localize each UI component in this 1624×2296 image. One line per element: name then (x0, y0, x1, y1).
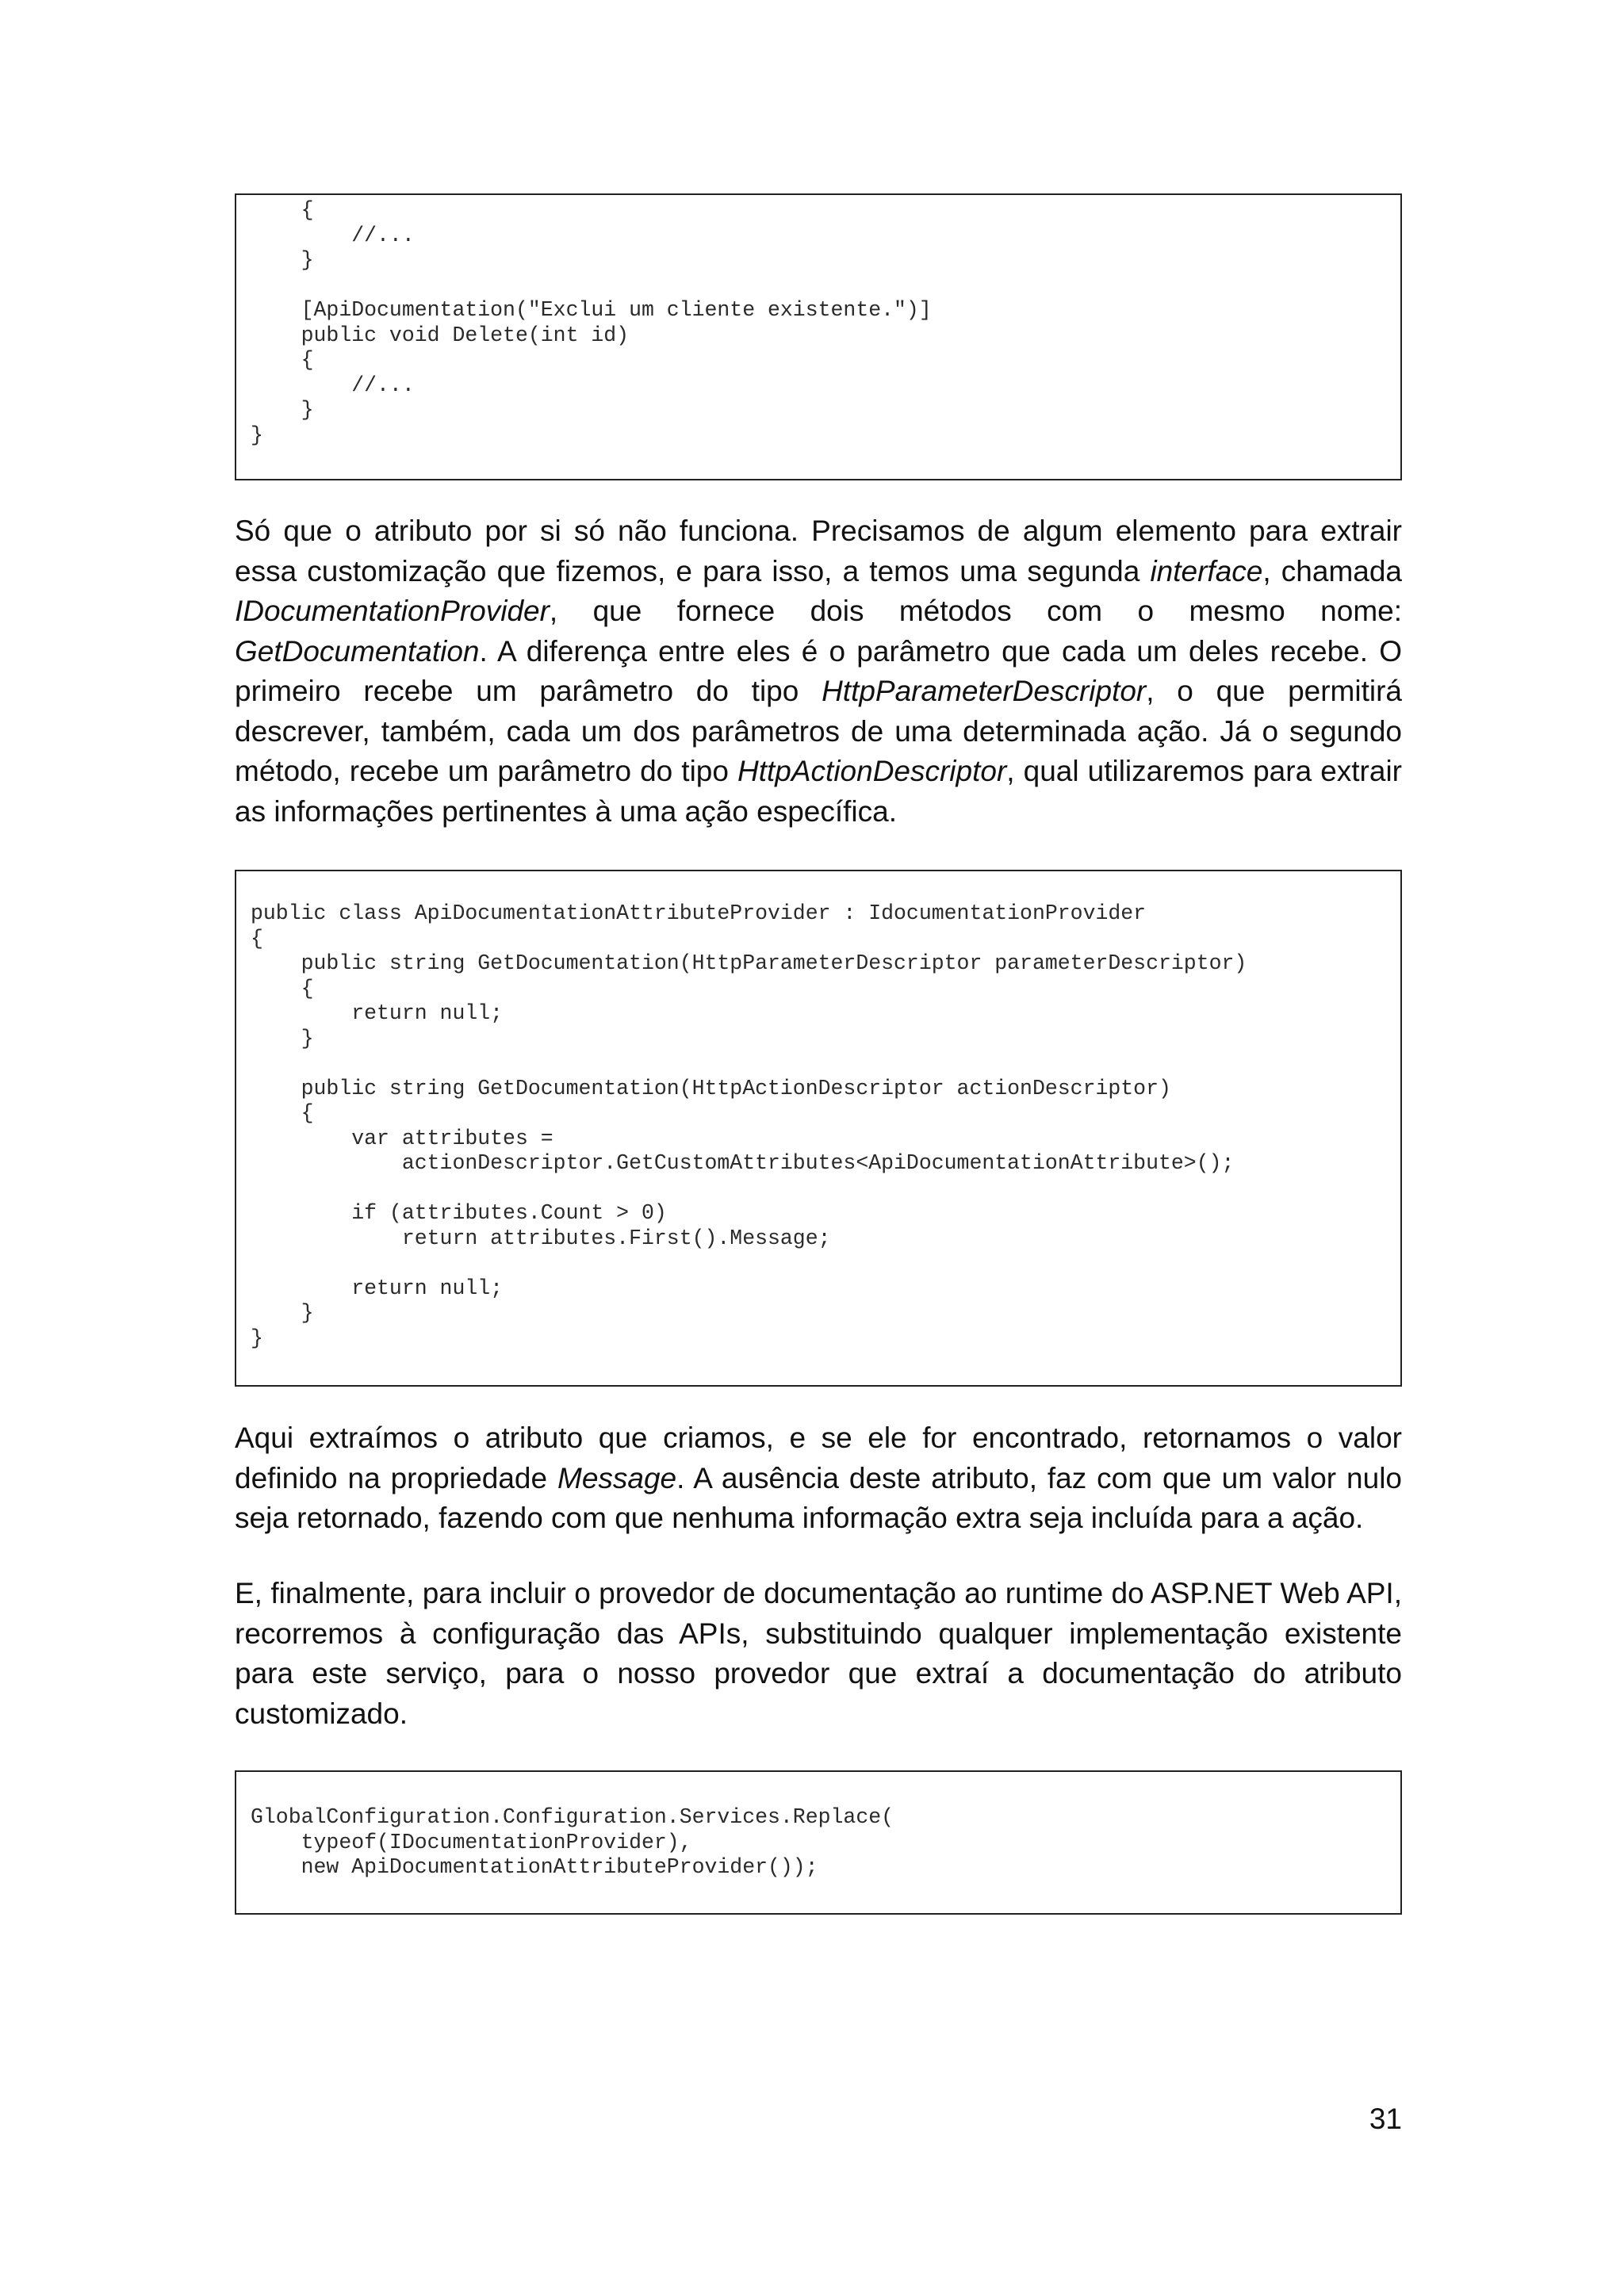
code-block-attribute-provider (235, 870, 1402, 1387)
paragraph-text: E, finalmente, para incluir o provedor de documentação ao runtime do ASP.NET Web API, recorremos à configuração das APIs, substituindo qualquer implementação existente para este serviço, para o nosso provedor que extraí a documentação do atributo customizado. (235, 1577, 1402, 1730)
paragraph-text: , que fornece dois métodos com o mesmo nome: (549, 595, 1402, 627)
paragraph-attribute-extraction (235, 1418, 1402, 1539)
italic-term-httpactiondescriptor: HttpActionDescriptor (737, 755, 1007, 787)
code-text: { //... } [ApiDocumentation("Exclui um cliente existente.")] public void Delete(int id) { //... } } (251, 198, 932, 447)
paragraph-text: . A ausência deste atributo, faz com que um valor nulo seja retornado, fazendo com que nenhuma informação extra seja incluída para a ação. (235, 1461, 1402, 1534)
code-text: GlobalConfiguration.Configuration.Services.Replace( typeof(IDocumentationProvider), new ApiDocumentationAttributeProvider()); (251, 1805, 894, 1879)
paragraph-text: , chamada (1262, 554, 1402, 587)
code-block-delete-method (235, 193, 1402, 480)
paragraph-text: Aqui extraímos o atributo que criamos, e se ele for encontrado, retornamos o valor definido na propriedade (235, 1422, 1402, 1494)
italic-term-getdocumentation: GetDocumentation (235, 634, 480, 668)
paragraph-text: , qual utilizaremos para extrair as informações pertinentes à uma ação específica. (235, 755, 1402, 828)
italic-term-interface: interface (1150, 554, 1263, 587)
italic-term-httpparameterdescriptor: HttpParameterDescriptor (822, 675, 1147, 707)
paragraph-text: Só que o atributo por si só não funciona. Precisamos de algum elemento para extrair essa customização que fizemos, e para isso, a temos uma segunda (235, 515, 1402, 587)
paragraph-runtime-configuration (235, 1574, 1402, 1734)
code-block-services-replace (235, 1770, 1402, 1915)
paragraph-text: , o que permitirá descrever, também, cada um dos parâmetros de uma determinada ação. Já o segundo método, recebe um parâmetro do tipo (235, 675, 1402, 787)
italic-term-message: Message (557, 1461, 677, 1494)
italic-term-idocumentationprovider: IDocumentationProvider (235, 595, 550, 627)
paragraph-documentation-provider (235, 511, 1402, 832)
code-text: public class ApiDocumentationAttributeProvider : IdocumentationProvider { public string GetDocumentation(HttpParameterDescriptor parameterDescriptor) { return null; } public string GetDocumentation(HttpActionDescriptor actionDescriptor) { var attributes = actionDescriptor.GetCustomAttributes<ApiDocumentationAttribute>(); if (attributes.Count > 0) return attributes.First().Message; return null; } } (251, 901, 1247, 1350)
paragraph-text: . A diferença entre eles é o parâmetro que cada um deles recebe. O primeiro recebe um parâmetro do tipo (235, 634, 1402, 707)
page-number: 31 (1369, 2103, 1402, 2135)
